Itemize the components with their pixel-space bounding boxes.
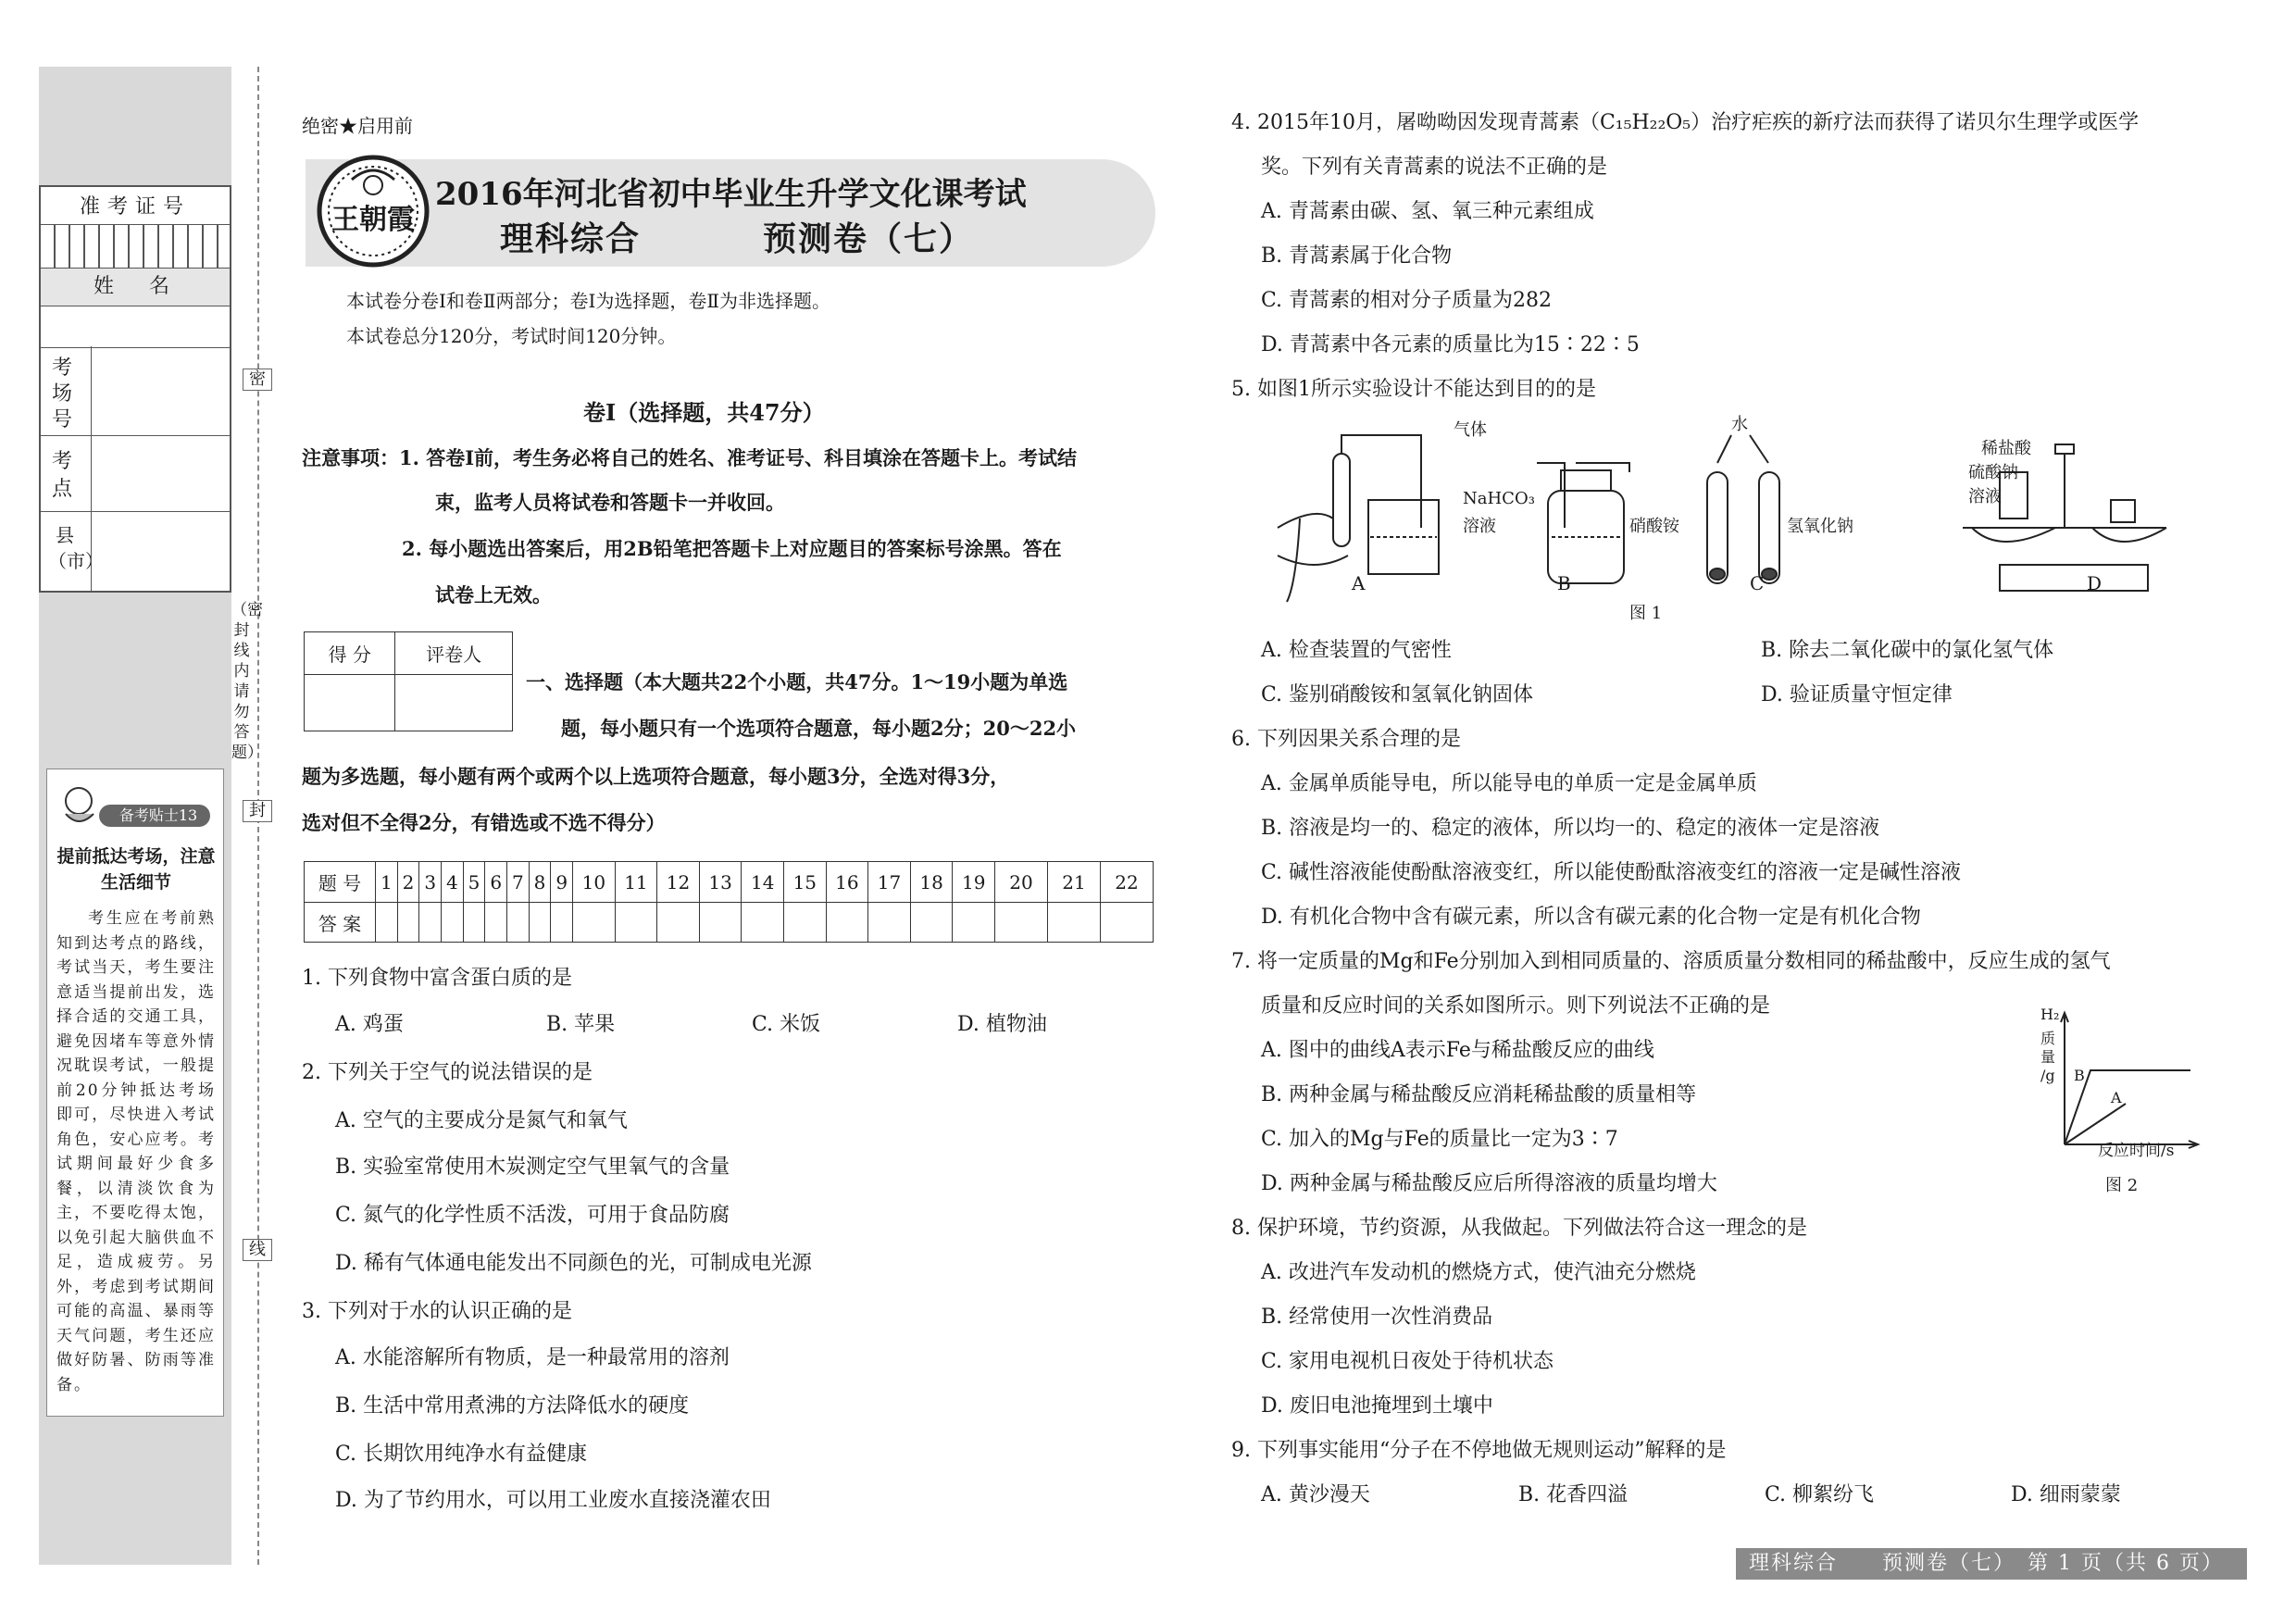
name-field[interactable] xyxy=(41,306,230,348)
name-label: 姓 名 xyxy=(41,269,230,306)
notice-2: 2. 每小题选出答案后，用2B铅笔把答题卡上对应题目的答案标号涂黑。答在 xyxy=(402,537,1062,560)
answer-cell[interactable] xyxy=(995,903,1048,943)
tip-body: 考生应在考前熟知到达考点的路线，考试当天，考生要注意适当提前出发，选择合适的交通工具，避免因堵车等意外情况耽误考试，一般提前20分钟抵达考场即可，尽快进入考试角色，安心应考。考试期间最好少食多餐，以清淡饮食为主，不要吃得太饱，以免引起大脑供血不足，造成疲劳。另外，考虑到考试期间可能的高温、暴雨等天气问题，考生还应做好防暑、防雨等准备。 xyxy=(56,909,216,1394)
notice-2b: 试卷上无效。 xyxy=(435,583,552,606)
q7-option-c: C. 加入的Mg与Fe的质量比一定为3∶7 xyxy=(1261,1128,1618,1151)
question-number-cell: 5 xyxy=(463,862,485,903)
fig-label-nh4no3: 硝酸铵 xyxy=(1629,517,1679,536)
q4-stem-1: 4. 2015年10月，屠呦呦因发现青蒿素（C₁₅H₂₂O₅）治疗疟疾的新疗法而获得了诺贝尔生理学或医学 xyxy=(1231,111,2140,134)
q4-option-c: C. 青蒿素的相对分子质量为282 xyxy=(1261,289,1553,312)
q9-option-c: C. 柳絮纷飞 xyxy=(1765,1483,1875,1506)
answer-cell[interactable] xyxy=(419,903,442,943)
fig-label-naoh: 氢氧化钠 xyxy=(1787,517,1853,536)
answer-cell[interactable] xyxy=(826,903,868,943)
q1-option-a: A. 鸡蛋 xyxy=(335,1013,404,1036)
question-number-cell: 2 xyxy=(397,862,419,903)
answer-cell[interactable] xyxy=(615,903,657,943)
answer-table xyxy=(304,861,1154,943)
q8-option-a: A. 改进汽车发动机的燃烧方式，使汽油充分燃烧 xyxy=(1261,1261,1696,1284)
answer-cell[interactable] xyxy=(485,903,507,943)
q3-option-b: B. 生活中常用煮沸的方法降低水的硬度 xyxy=(335,1394,690,1418)
answer-cell[interactable] xyxy=(742,903,784,943)
q7-stem-2: 质量和反应时间的关系如图所示。则下列说法不正确的是 xyxy=(1261,994,1771,1018)
q2-option-b: B. 实验室常使用木炭测定空气里氧气的含量 xyxy=(335,1156,730,1179)
question-number-cell: 8 xyxy=(529,862,551,903)
h2-mass-graph xyxy=(2037,1006,2203,1154)
answer-cell[interactable] xyxy=(1048,903,1101,943)
answer-cell[interactable] xyxy=(463,903,485,943)
answer-cell[interactable] xyxy=(529,903,551,943)
q7-option-b: B. 两种金属与稀盐酸反应消耗稀盐酸的质量相等 xyxy=(1261,1083,1697,1106)
figure-1 xyxy=(1259,417,2240,630)
answer-cell[interactable] xyxy=(868,903,911,943)
q9-option-d: D. 细雨蒙蒙 xyxy=(2011,1483,2121,1506)
grader-label: 评卷人 xyxy=(395,632,513,675)
site-label: 考点 xyxy=(52,450,73,501)
fig-label-water: 水 xyxy=(1731,415,1748,434)
part-heading-3: 题为多选题，每小题有两个或两个以上选项符合题意，每小题3分，全选对得3分， xyxy=(302,765,1010,788)
question-number-cell: 19 xyxy=(953,862,995,903)
q9-option-b: B. 花香四溢 xyxy=(1518,1483,1628,1506)
q4-option-d: D. 青蒿素中各元素的质量比为15∶22∶5 xyxy=(1261,333,1640,356)
question-number-cell: 11 xyxy=(615,862,657,903)
q1-option-c: C. 米饭 xyxy=(752,1013,821,1036)
graph-y-label-zhi: 质 xyxy=(2040,1030,2056,1047)
q2-stem: 2. 下列关于空气的说法错误的是 xyxy=(302,1061,593,1084)
q6-option-d: D. 有机化合物中含有碳元素，所以含有碳元素的化合物一定是有机化合物 xyxy=(1261,906,1921,929)
question-number-cell: 15 xyxy=(784,862,827,903)
question-number-cell: 3 xyxy=(419,862,442,903)
q6-option-a: A. 金属单质能导电，所以能导电的单质一定是金属单质 xyxy=(1261,772,1757,795)
q3-option-c: C. 长期饮用纯净水有益健康 xyxy=(335,1443,588,1466)
q7-option-a: A. 图中的曲线A表示Fe与稀盐酸反应的曲线 xyxy=(1261,1039,1654,1062)
notice-1b: 束，监考人员将试卷和答题卡一并收回。 xyxy=(435,491,785,514)
graph-x-label: 反应时间/s xyxy=(2098,1142,2175,1160)
q3-option-d: D. 为了节约用水，可以用工业废水直接浇灌农田 xyxy=(335,1489,771,1512)
answer-cell[interactable] xyxy=(442,903,464,943)
tip-banner xyxy=(53,777,218,832)
question-number-cell: 22 xyxy=(1101,862,1154,903)
q6-option-b: B. 溶液是均一的、稳定的液体，所以均一的、稳定的液体一定是溶液 xyxy=(1261,817,1880,840)
question-number-cell: 4 xyxy=(442,862,464,903)
room-label: 考场号 xyxy=(52,356,73,431)
fig-2-caption: 图 2 xyxy=(2105,1176,2139,1195)
q1-stem: 1. 下列食物中富含蛋白质的是 xyxy=(302,967,572,990)
subject-title: 理科综合 xyxy=(500,219,642,258)
q7-stem-1: 7. 将一定质量的Mg和Fe分别加入到相同质量的、溶质质量分数相同的稀盐酸中，反应生成的氢气 xyxy=(1231,950,2111,973)
fig-label-solution2: 溶液 xyxy=(1968,487,2002,506)
exam-title: 2016年河北省初中毕业生升学文化课考试 xyxy=(435,176,1027,213)
q7-option-d: D. 两种金属与稀盐酸反应后所得溶液的质量均增大 xyxy=(1261,1172,1717,1195)
graph-y-label-unit: /g xyxy=(2040,1067,2055,1084)
brand-logo-text: 王朝霞 xyxy=(331,204,415,236)
fig-1-caption: 图 1 xyxy=(1629,604,1663,623)
intro-line-1: 本试卷分卷Ⅰ和卷Ⅱ两部分；卷Ⅰ为选择题，卷Ⅱ为非选择题。 xyxy=(346,290,830,312)
question-number-cell: 1 xyxy=(376,862,398,903)
page-footer: 理科综合 预测卷（七） 第 1 页（共 6 页） xyxy=(1736,1548,2247,1580)
answer-cell[interactable] xyxy=(397,903,419,943)
fig-label-nahco3: NaHCO₃ xyxy=(1463,489,1535,508)
q4-option-a: A. 青蒿素由碳、氢、氧三种元素组成 xyxy=(1261,200,1594,223)
question-number-cell: 9 xyxy=(551,862,573,903)
admission-number-grid[interactable] xyxy=(41,224,230,269)
fig-label-gas: 气体 xyxy=(1454,420,1487,440)
answer-cell[interactable] xyxy=(784,903,827,943)
fig-label-solution: 溶液 xyxy=(1463,517,1496,536)
lab-apparatus-figure xyxy=(1259,417,2240,630)
q5-option-a: A. 检查装置的气密性 xyxy=(1261,639,1452,662)
question-number-cell: 17 xyxy=(868,862,911,903)
exam-tip-box xyxy=(46,769,224,1417)
fig-label-hcl: 稀盐酸 xyxy=(1981,439,2031,458)
q6-option-c: C. 碱性溶液能使酚酞溶液变红，所以能使酚酞溶液变红的溶液一定是碱性溶液 xyxy=(1261,861,1962,884)
answer-cell[interactable] xyxy=(699,903,742,943)
figure-2 xyxy=(2037,1006,2203,1195)
question-number-label: 题 号 xyxy=(305,862,376,903)
q2-option-d: D. 稀有气体通电能发出不同颜色的光，可制成电光源 xyxy=(335,1252,812,1275)
answer-cell[interactable] xyxy=(1101,903,1154,943)
q8-option-d: D. 废旧电池掩埋到土壤中 xyxy=(1261,1394,1493,1418)
question-number-cell: 16 xyxy=(826,862,868,903)
seal-note: （密封线内请勿答题） xyxy=(231,601,263,762)
intro-line-2: 本试卷总分120分，考试时间120分钟。 xyxy=(346,325,677,347)
question-number-cell: 12 xyxy=(657,862,700,903)
graph-y-label-h2: H₂ xyxy=(2040,1006,2060,1023)
paper-title: 预测卷（七） xyxy=(763,219,975,258)
q9-option-a: A. 黄沙漫天 xyxy=(1261,1483,1370,1506)
question-number-cell: 6 xyxy=(485,862,507,903)
tip-title: 提前抵达考场，注意生活细节 xyxy=(56,846,216,893)
q6-stem: 6. 下列因果关系合理的是 xyxy=(1231,728,1461,751)
q4-option-b: B. 青蒿素属于化合物 xyxy=(1261,244,1453,268)
part-heading-4: 选对但不全得2分，有错选或不选不得分） xyxy=(302,811,666,834)
county-label: 县（市） xyxy=(48,524,104,572)
question-number-cell: 10 xyxy=(573,862,616,903)
part-heading-2: 题，每小题只有一个选项符合题意，每小题2分；20～22小 xyxy=(561,717,1077,740)
score-table xyxy=(304,631,513,731)
q5-option-c: C. 鉴别硝酸铵和氢氧化钠固体 xyxy=(1261,683,1534,706)
grader-cell[interactable] xyxy=(395,675,513,731)
site-row xyxy=(41,435,230,512)
q8-option-b: B. 经常使用一次性消费品 xyxy=(1261,1306,1493,1329)
q4-stem-2: 奖。下列有关青蒿素的说法不正确的是 xyxy=(1261,156,1608,179)
question-number-cell: 21 xyxy=(1048,862,1101,903)
answer-cell[interactable] xyxy=(910,903,953,943)
seal-char-xian: 线 xyxy=(243,1239,272,1261)
fig-sub-c: C xyxy=(1750,572,1765,594)
q5-option-d: D. 验证质量守恒定律 xyxy=(1761,683,1953,706)
room-row xyxy=(41,346,230,436)
fig-sub-b: B xyxy=(1557,572,1571,594)
question-number-cell: 14 xyxy=(742,862,784,903)
q5-stem: 5. 如图1所示实验设计不能达到目的的是 xyxy=(1231,378,1596,401)
county-row xyxy=(41,511,230,591)
q8-stem: 8. 保护环境，节约资源，从我做起。下列做法符合这一理念的是 xyxy=(1231,1217,1807,1240)
q5-option-b: B. 除去二氧化碳中的氯化氢气体 xyxy=(1761,639,2054,662)
q8-option-c: C. 家用电视机日夜处于待机状态 xyxy=(1261,1350,1554,1373)
q2-option-a: A. 空气的主要成分是氮气和氧气 xyxy=(335,1109,628,1132)
answer-cell[interactable] xyxy=(953,903,995,943)
graph-curve-a-label: A xyxy=(2111,1089,2122,1106)
question-number-cell: 13 xyxy=(699,862,742,903)
part-heading-1: 一、选择题（本大题共22个小题，共47分。1～19小题为单选 xyxy=(526,670,1068,694)
answer-cell[interactable] xyxy=(551,903,573,943)
notice-1: 注意事项：1. 答卷Ⅰ前，考生务必将自己的姓名、准考证号、科目填涂在答题卡上。考试结 xyxy=(302,446,1078,469)
score-cell[interactable] xyxy=(305,675,395,731)
answer-cell[interactable] xyxy=(573,903,616,943)
q9-stem: 9. 下列事实能用“分子在不停地做无规则运动”解释的是 xyxy=(1231,1439,1727,1462)
graph-y-label-liang: 量 xyxy=(2040,1048,2056,1066)
answer-cell[interactable] xyxy=(507,903,530,943)
candidate-info-box xyxy=(39,185,231,593)
seal-char-feng: 封 xyxy=(243,800,272,822)
section-title: 卷Ⅰ（选择题，共47分） xyxy=(583,399,825,426)
admission-label: 准考证号 xyxy=(79,195,191,219)
question-number-cell: 20 xyxy=(995,862,1048,903)
q3-option-a: A. 水能溶解所有物质，是一种最常用的溶剂 xyxy=(335,1346,730,1369)
q2-option-c: C. 氮气的化学性质不活泼，可用于食品防腐 xyxy=(335,1204,730,1227)
question-number-cell: 18 xyxy=(910,862,953,903)
answer-label: 答 案 xyxy=(305,903,376,943)
answer-cell[interactable] xyxy=(657,903,700,943)
question-number-cell: 7 xyxy=(507,862,530,903)
brand-logo xyxy=(315,152,431,270)
q1-option-b: B. 苹果 xyxy=(546,1013,616,1036)
answer-cell[interactable] xyxy=(376,903,398,943)
secret-mark: 绝密★启用前 xyxy=(302,115,413,137)
score-label: 得 分 xyxy=(305,632,395,675)
graph-curve-b-label: B xyxy=(2074,1067,2085,1084)
fig-label-na2co3: 硫酸钠 xyxy=(1968,463,2018,482)
q1-option-d: D. 植物油 xyxy=(957,1013,1047,1036)
q3-stem: 3. 下列对于水的认识正确的是 xyxy=(302,1300,572,1323)
tip-banner-label: 备考贴士13 xyxy=(119,806,198,824)
fig-sub-d: D xyxy=(2087,572,2103,594)
seal-char-mi: 密 xyxy=(243,369,272,391)
fig-sub-a: A xyxy=(1352,572,1366,594)
